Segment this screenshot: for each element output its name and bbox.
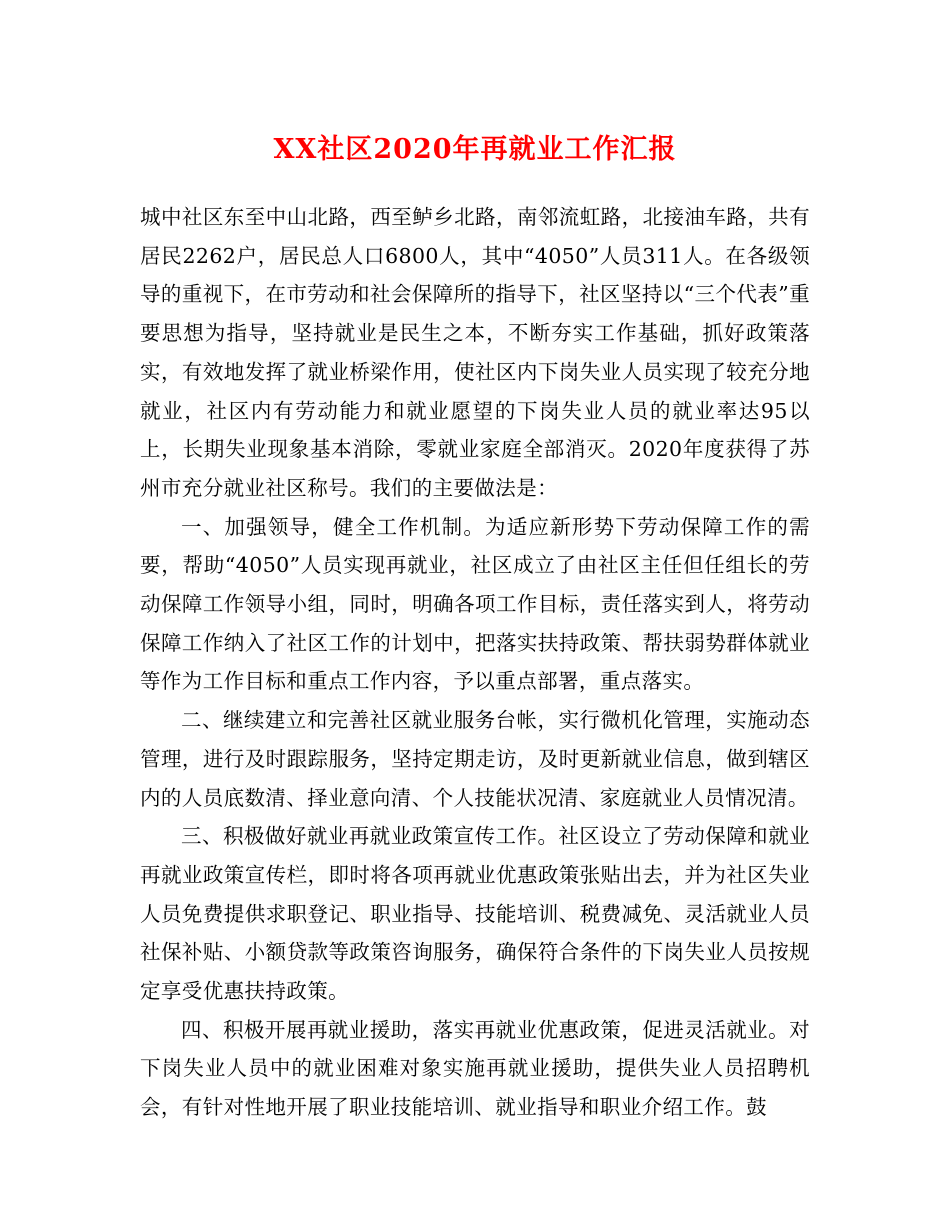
paragraph-intro: 城中社区东至中山北路，西至鲈乡北路，南邻流虹路，北接油车路，共有居民2262户，居民总人口6800人，其中“4050”人员311人。在各级领导的重视下，在市劳动和社会保障所的指导下，社区坚持以“三个代表”重要思想为指导，坚持就业是民生之本，不断夯实工作基础，抓好政策落实，有效地发挥了就业桥梁作用，使社区内下岗失业人员实现了较充分地就业，社区内有劳动能力和就业愿望的下岗失业人员的就业率达95以上，长期失业现象基本消除，零就业家庭全部消灭。2020年度获得了苏州市充分就业社区称号。我们的主要做法是： [140, 205, 810, 500]
paragraph-section-1: 一、加强领导，健全工作机制。为适应新形势下劳动保障工作的需要，帮助“4050”人员实现再就业，社区成立了由社区主任但任组长的劳动保障工作领导小组，同时，明确各项工作目标，责任落实到人，将劳动保障工作纳入了社区工作的计划中，把落实扶持政策、帮扶弱势群体就业等作为工作目标和重点工作内容，予以重点部署，重点落实。 [140, 514, 810, 694]
document-title: XX社区2020年再就业工作汇报 [273, 134, 677, 165]
paragraph-section-2: 二、继续建立和完善社区就业服务台帐，实行微机化管理，实施动态管理，进行及时跟踪服务，坚持定期走访，及时更新就业信息，做到辖区内的人员底数清、择业意向清、个人技能状况清、家庭就业人员情况清。 [140, 708, 810, 810]
paragraph-section-4: 四、积极开展再就业援助，落实再就业优惠政策，促进灵活就业。对下岗失业人员中的就业困难对象实施再就业援助，提供失业人员招聘机会，有针对性地开展了职业技能培训、就业指导和职业介绍工作。鼓 [140, 1017, 810, 1120]
paragraph-section-3: 三、积极做好就业再就业政策宣传工作。社区设立了劳动保障和就业再就业政策宣传栏，即时将各项再就业优惠政策张贴出去，并为社区失业人员免费提供求职登记、职业指导、技能培训、税费减免、灵活就业人员社保补贴、小额贷款等政策咨询服务，确保符合条件的下岗失业人员按规定享受优惠扶持政策。 [140, 824, 810, 1004]
document-body [140, 198, 810, 1127]
